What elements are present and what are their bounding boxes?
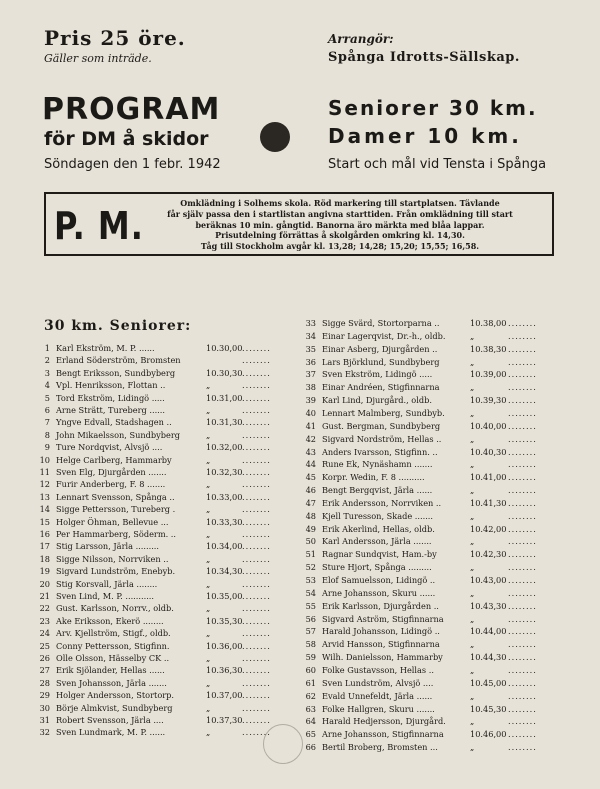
pm-line: Prisutdelning förrättas å skolgården omkring kl. 14,30.: [215, 230, 465, 241]
start-number: 29: [39, 690, 50, 701]
start-number: 22: [39, 603, 50, 614]
start-time: 10.31,00: [206, 392, 243, 403]
leader-dots: ........: [242, 715, 271, 725]
start-number: 47: [305, 497, 316, 508]
start-time: „: [470, 459, 475, 470]
competitor-name: Wilh. Danielsson, Hammarby: [322, 652, 443, 663]
start-number: 20: [39, 578, 50, 589]
competitor-name: Kjell Turesson, Skade .......: [322, 510, 434, 521]
start-number: 19: [39, 566, 50, 577]
leader-dots: ........: [508, 510, 537, 521]
competitor-name: Ture Nordqvist, Alvsjö ....: [56, 442, 163, 453]
competitor-name: Arne Strätt, Tureberg ......: [56, 405, 165, 415]
page-title: PROGRAM: [42, 92, 221, 127]
start-time: 10.40,30: [470, 446, 507, 457]
start-time: „: [470, 562, 475, 573]
start-number: 2: [44, 355, 50, 366]
start-time: 10.45,30: [470, 703, 507, 714]
leader-dots: ........: [508, 703, 537, 714]
leader-dots: ........: [508, 523, 537, 534]
leader-dots: ........: [242, 516, 271, 527]
start-time: „: [206, 578, 211, 589]
start-number: 38: [305, 382, 316, 393]
start-time: „: [470, 356, 475, 367]
competitor-name: Furir Anderberg, F. 8 .......: [56, 479, 166, 490]
start-time: „: [206, 405, 211, 415]
start-number: 11: [39, 467, 50, 477]
start-number: 25: [39, 640, 50, 651]
competitor-name: Arne Johansson, Stigfinnarna: [322, 729, 444, 740]
section-title: 30 km. Seniorer:: [44, 318, 192, 334]
competitor-name: Erland Söderström, Bromsten: [56, 355, 181, 366]
competitor-name: Robert Svensson, Järla ....: [56, 715, 164, 725]
competitor-name: Per Hammarberg, Söderm. ..: [56, 529, 177, 539]
competitor-name: Lennart Svensson, Spånga ..: [56, 491, 175, 502]
start-time: 10.31,30: [206, 417, 243, 428]
start-time: 10.40,00: [470, 420, 507, 431]
start-number: 17: [39, 541, 50, 552]
leader-dots: ........: [242, 367, 271, 378]
competitor-name: Bengt Eriksson, Sundbyberg: [56, 367, 176, 378]
leader-dots: ........: [242, 392, 271, 403]
leader-dots: ........: [242, 442, 271, 453]
start-time: 10.43,00: [470, 575, 507, 585]
page-subtitle: för DM å skidor: [44, 128, 209, 150]
start-number: 33: [305, 318, 316, 328]
start-number: 9: [44, 442, 50, 453]
leader-dots: ........: [242, 454, 271, 465]
leader-dots: ........: [242, 343, 271, 353]
leader-dots: ........: [242, 467, 271, 477]
start-number: 37: [305, 369, 316, 380]
start-number: 41: [305, 420, 316, 431]
leader-dots: ........: [508, 318, 537, 328]
competitor-name: Rune Ek, Nynäshamn .......: [322, 459, 433, 470]
leader-dots: ........: [508, 536, 537, 547]
start-time: 10.45,00: [470, 677, 507, 688]
start-time: „: [470, 587, 475, 598]
competitor-name: Evald Unnefeldt, Järla ......: [322, 690, 433, 701]
competitor-name: Erik Karlsson, Djurgården ..: [322, 600, 439, 611]
start-number: 3: [44, 367, 50, 378]
leader-dots: ........: [242, 529, 271, 539]
leader-dots: ........: [242, 640, 271, 651]
leader-dots: ........: [508, 356, 537, 367]
competitor-name: Folke Hallgren, Skuru .......: [322, 703, 435, 714]
leader-dots: ........: [508, 395, 537, 406]
start-time: 10.39,30: [470, 395, 507, 406]
leader-dots: ........: [508, 690, 537, 701]
start-number: 1: [44, 343, 50, 353]
competitor-name: Sture Hjort, Spånga .........: [322, 562, 432, 573]
start-number: 64: [305, 716, 316, 727]
start-time: 10.38,00: [470, 318, 507, 328]
competitor-name: John Mikaelsson, Sundbyberg: [56, 429, 180, 440]
start-time: „: [470, 433, 475, 444]
leader-dots: ........: [508, 664, 537, 675]
start-time: „: [206, 479, 211, 490]
start-number: 40: [305, 407, 316, 418]
library-stamp: [263, 724, 303, 764]
leader-dots: ........: [508, 420, 537, 431]
leader-dots: ........: [508, 716, 537, 727]
price-text: Pris 25 öre.: [44, 26, 186, 50]
competitor-name: Vpl. Henriksson, Flottan ..: [56, 380, 166, 391]
competitor-name: Bengt Bergqvist, Järla ......: [322, 485, 433, 496]
competitor-name: Einar Asberg, Djurgården ..: [322, 343, 438, 354]
competitor-name: Stig Korsvall, Järla ........: [56, 578, 158, 589]
leader-dots: ........: [508, 433, 537, 444]
start-time: 10.30,00: [206, 343, 243, 353]
competitor-name: Sigvard Lundström, Enebyb.: [56, 566, 176, 577]
start-time: 10.36,00: [206, 640, 243, 651]
start-number: 48: [305, 510, 316, 521]
start-number: 15: [39, 516, 50, 527]
start-time: 10.35,30: [206, 615, 243, 626]
start-time: 10.39,00: [470, 369, 507, 380]
start-time: „: [206, 454, 211, 465]
start-number: 57: [305, 626, 316, 637]
competitor-name: Anders Ivarsson, Stigfinn. ..: [322, 446, 438, 457]
start-number: 45: [305, 472, 316, 483]
competitor-name: Arv. Kjellström, Stigf., oldb.: [56, 628, 171, 639]
competitor-name: Harald Hedjersson, Djurgård.: [322, 716, 446, 727]
leader-dots: ........: [508, 459, 537, 470]
leader-dots: ........: [508, 600, 537, 611]
competitor-name: Arne Johansson, Skuru ......: [322, 587, 436, 598]
start-time: „: [206, 553, 211, 564]
start-time: 10.41,00: [470, 472, 507, 483]
competitor-name: Ake Eriksson, Ekerö ........: [56, 615, 164, 626]
leader-dots: ........: [508, 677, 537, 688]
start-time: „: [206, 529, 211, 539]
race-seniors: Seniorer 30 km.: [328, 96, 538, 120]
competitor-name: Sigge Nilsson, Norrviken ..: [56, 553, 169, 564]
leader-dots: ........: [508, 407, 537, 418]
leader-dots: ........: [242, 591, 271, 601]
leader-dots: ........: [242, 727, 271, 738]
leader-dots: ........: [242, 677, 271, 688]
leader-dots: ........: [242, 504, 271, 515]
start-time: „: [470, 613, 475, 624]
start-number: 62: [305, 690, 316, 701]
leader-dots: ........: [242, 417, 271, 428]
start-number: 7: [44, 417, 50, 428]
start-time: 10.35,00: [206, 591, 243, 601]
leader-dots: ........: [508, 729, 537, 740]
start-time: „: [206, 429, 211, 440]
competitor-name: Erik Sjölander, Hellas ......: [56, 665, 165, 676]
leader-dots: ........: [508, 626, 537, 637]
start-time: 10.36,30: [206, 665, 243, 676]
leader-dots: ........: [508, 639, 537, 650]
start-time: 10.38,30: [470, 343, 507, 354]
start-number: 16: [39, 529, 50, 539]
club-emblem: [260, 122, 290, 152]
start-number: 66: [305, 742, 316, 753]
start-number: 32: [39, 727, 50, 738]
start-number: 21: [39, 591, 50, 601]
validity-note: Gäller som inträde.: [44, 52, 152, 65]
competitor-name: Helge Carlberg, Hammarby: [56, 454, 172, 465]
start-time: „: [470, 716, 475, 727]
competitor-name: Einar Andréen, Stigfinnarna: [322, 382, 440, 393]
leader-dots: ........: [242, 603, 271, 614]
competitor-name: Stig Larsson, Järla .........: [56, 541, 160, 552]
competitor-name: Sigvard Aström, Stigfinnarna: [322, 613, 444, 624]
competitor-name: Lennart Malmberg, Sundbyb.: [322, 407, 445, 418]
leader-dots: ........: [508, 575, 537, 585]
start-time: 10.37,00: [206, 690, 243, 701]
start-number: 51: [305, 549, 316, 560]
start-number: 5: [44, 392, 50, 403]
competitor-name: Conny Pettersson, Stigfinn.: [56, 640, 170, 651]
start-number: 44: [305, 459, 316, 470]
pm-label: P. M.: [54, 203, 144, 249]
start-time: „: [470, 690, 475, 701]
leader-dots: ........: [242, 553, 271, 564]
leader-dots: ........: [508, 472, 537, 483]
start-time: 10.41,30: [470, 497, 507, 508]
start-number: 54: [305, 587, 316, 598]
organizer-name: Spånga Idrotts-Sällskap.: [328, 50, 520, 65]
leader-dots: ........: [242, 491, 271, 502]
start-time: 10.30,30: [206, 367, 243, 378]
competitor-name: Lars Björklund, Sundbyberg: [322, 356, 440, 367]
start-number: 63: [305, 703, 316, 714]
competitor-name: Korpr. Wedin, F. 8 ..........: [322, 472, 425, 483]
competitor-name: Sigge Svärd, Stortorparna ..: [322, 318, 440, 328]
competitor-name: Einar Lagerqvist, Dr.-h., oldb.: [322, 330, 446, 341]
start-time: 10.37,30: [206, 715, 243, 725]
leader-dots: ........: [508, 343, 537, 354]
start-time: „: [206, 628, 211, 639]
start-number: 12: [39, 479, 50, 490]
competitor-name: Ragnar Sundqvist, Ham.-by: [322, 549, 437, 560]
competitor-name: Börje Almkvist, Sundbyberg: [56, 702, 173, 713]
leader-dots: ........: [508, 652, 537, 663]
start-time: „: [206, 380, 211, 391]
competitor-name: Arvid Hansson, Stigfinnarna: [322, 639, 440, 650]
start-number: 27: [39, 665, 50, 676]
leader-dots: ........: [242, 541, 271, 552]
start-number: 14: [39, 504, 50, 515]
leader-dots: ........: [242, 702, 271, 713]
start-number: 6: [44, 405, 50, 415]
competitor-name: Sven Johansson, Järla .......: [56, 677, 167, 688]
start-number: 43: [305, 446, 316, 457]
organizer-label: Arrangör:: [328, 32, 394, 46]
start-number: 55: [305, 600, 316, 611]
start-number: 58: [305, 639, 316, 650]
leader-dots: ........: [242, 405, 271, 415]
start-number: 53: [305, 575, 316, 585]
start-number: 52: [305, 562, 316, 573]
start-time: „: [470, 485, 475, 496]
start-time: „: [470, 664, 475, 675]
start-number: 65: [305, 729, 316, 740]
competitor-name: Sven Elg, Djurgården .......: [56, 467, 167, 477]
leader-dots: ........: [508, 382, 537, 393]
competitor-name: Holger Andersson, Stortorp.: [56, 690, 175, 701]
competitor-name: Gust. Karlsson, Norrv., oldb.: [56, 603, 174, 614]
start-number: 56: [305, 613, 316, 624]
start-number: 34: [305, 330, 316, 341]
leader-dots: ........: [508, 549, 537, 560]
competitor-name: Sven Lundmark, M. P. ......: [56, 727, 166, 738]
start-number: 42: [305, 433, 316, 444]
start-number: 59: [305, 652, 316, 663]
leader-dots: ........: [508, 330, 537, 341]
competitor-name: Tord Ekström, Lidingö .....: [56, 392, 165, 403]
competitor-name: Folke Gustavsson, Hellas ..: [322, 664, 434, 675]
start-number: 24: [39, 628, 50, 639]
start-time: 10.42,30: [470, 549, 507, 560]
start-number: 13: [39, 491, 50, 502]
leader-dots: ........: [242, 615, 271, 626]
start-time: 10.34,30: [206, 566, 243, 577]
leader-dots: ........: [508, 562, 537, 573]
start-number: 23: [39, 615, 50, 626]
start-time: „: [470, 639, 475, 650]
start-number: 26: [39, 653, 50, 663]
race-women: Damer 10 km.: [328, 124, 522, 148]
leader-dots: ........: [242, 429, 271, 440]
start-time: 10.42,00: [470, 523, 507, 534]
start-time: „: [470, 330, 475, 341]
leader-dots: ........: [508, 446, 537, 457]
pm-line: Omklädning i Solhems skola. Röd markering till startplatsen. Tävlande: [180, 198, 500, 208]
leader-dots: ........: [242, 628, 271, 639]
leader-dots: ........: [508, 613, 537, 624]
start-time: 10.32,30: [206, 467, 243, 477]
leader-dots: ........: [242, 355, 271, 366]
start-number: 30: [39, 702, 50, 713]
start-time: 10.33,30: [206, 516, 243, 527]
start-time: 10.32,00: [206, 442, 243, 453]
start-number: 35: [305, 343, 316, 354]
leader-dots: ........: [242, 578, 271, 589]
leader-dots: ........: [508, 587, 537, 598]
competitor-name: Bertil Broberg, Bromsten ...: [322, 742, 438, 753]
start-time: „: [206, 727, 211, 738]
competitor-name: Karl Lind, Djurgård., oldb.: [322, 395, 432, 406]
competitor-name: Karl Ekström, M. P. ......: [56, 343, 155, 353]
competitor-name: Erik Andersson, Norrviken ..: [322, 497, 442, 508]
leader-dots: ........: [242, 665, 271, 676]
start-time: „: [206, 677, 211, 688]
event-date: Söndagen den 1 febr. 1942: [44, 157, 221, 172]
start-number: 36: [305, 356, 316, 367]
start-time: „: [470, 742, 475, 753]
start-number: 18: [39, 553, 50, 564]
start-number: 39: [305, 395, 316, 406]
start-number: 61: [305, 677, 316, 688]
leader-dots: ........: [242, 653, 271, 663]
start-time: „: [206, 653, 211, 663]
start-number: 60: [305, 664, 316, 675]
start-time: „: [206, 702, 211, 713]
start-time: 10.34,00: [206, 541, 243, 552]
pm-line: får själv passa den i startlistan angivna starttiden. Från omklädning till start: [167, 208, 513, 219]
start-number: 31: [39, 715, 50, 725]
start-number: 46: [305, 485, 316, 496]
competitor-name: Sigge Pettersson, Tureberg .: [56, 504, 176, 515]
leader-dots: ........: [508, 485, 537, 496]
leader-dots: ........: [508, 497, 537, 508]
competitor-name: Sigvard Nordström, Hellas ..: [322, 433, 442, 444]
competitor-name: Yngve Edvall, Stadshagen ..: [56, 417, 172, 428]
start-number: 50: [305, 536, 316, 547]
start-time: „: [470, 510, 475, 521]
pm-notice-text: [134, 198, 546, 252]
start-time: 10.44,30: [470, 652, 507, 663]
leader-dots: ........: [242, 566, 271, 577]
competitor-name: Erik Akerlind, Hellas, oldb.: [322, 523, 435, 534]
leader-dots: ........: [242, 380, 271, 391]
pm-line: Tåg till Stockholm avgår kl. 13,28; 14,28; 15,20; 15,55; 16,58.: [200, 241, 480, 252]
leader-dots: ........: [242, 690, 271, 701]
start-location: Start och mål vid Tensta i Spånga: [328, 157, 547, 172]
competitor-name: Gust. Bergman, Sundbyberg: [322, 420, 441, 431]
start-number: 4: [44, 380, 50, 391]
competitor-name: Sven Lind, M. P. ...........: [56, 591, 154, 601]
competitor-name: Holger Öhman, Bellevue ...: [56, 516, 169, 527]
start-number: 8: [44, 429, 50, 440]
pm-line: beräknas 10 min. gångtid. Banorna äro märkta med blåa lappar.: [195, 219, 485, 230]
competitor-name: Olle Olsson, Hässelby CK ..: [56, 653, 170, 663]
start-time: 10.44,00: [470, 626, 507, 637]
start-time: „: [206, 603, 211, 614]
competitor-name: Elof Samuelsson, Lidingö ..: [322, 575, 436, 585]
start-number: 10: [39, 454, 50, 465]
leader-dots: ........: [508, 742, 537, 753]
leader-dots: ........: [242, 479, 271, 490]
leader-dots: ........: [508, 369, 537, 380]
competitor-name: Sven Lundström, Alvsjö ....: [322, 677, 434, 688]
start-time: 10.33,00: [206, 491, 243, 502]
competitor-name: Karl Andersson, Järla .......: [322, 536, 432, 547]
start-time: „: [470, 536, 475, 547]
competitor-name: Sven Ekström, Lidingö .....: [322, 369, 433, 380]
start-number: 49: [305, 523, 316, 534]
start-time: 10.46,00: [470, 729, 507, 740]
competitor-name: Harald Johansson, Lidingö ..: [322, 626, 440, 637]
start-time: „: [470, 382, 475, 393]
start-time: „: [206, 504, 211, 515]
start-number: 28: [39, 677, 50, 688]
start-time: „: [470, 407, 475, 418]
start-time: 10.43,30: [470, 600, 507, 611]
